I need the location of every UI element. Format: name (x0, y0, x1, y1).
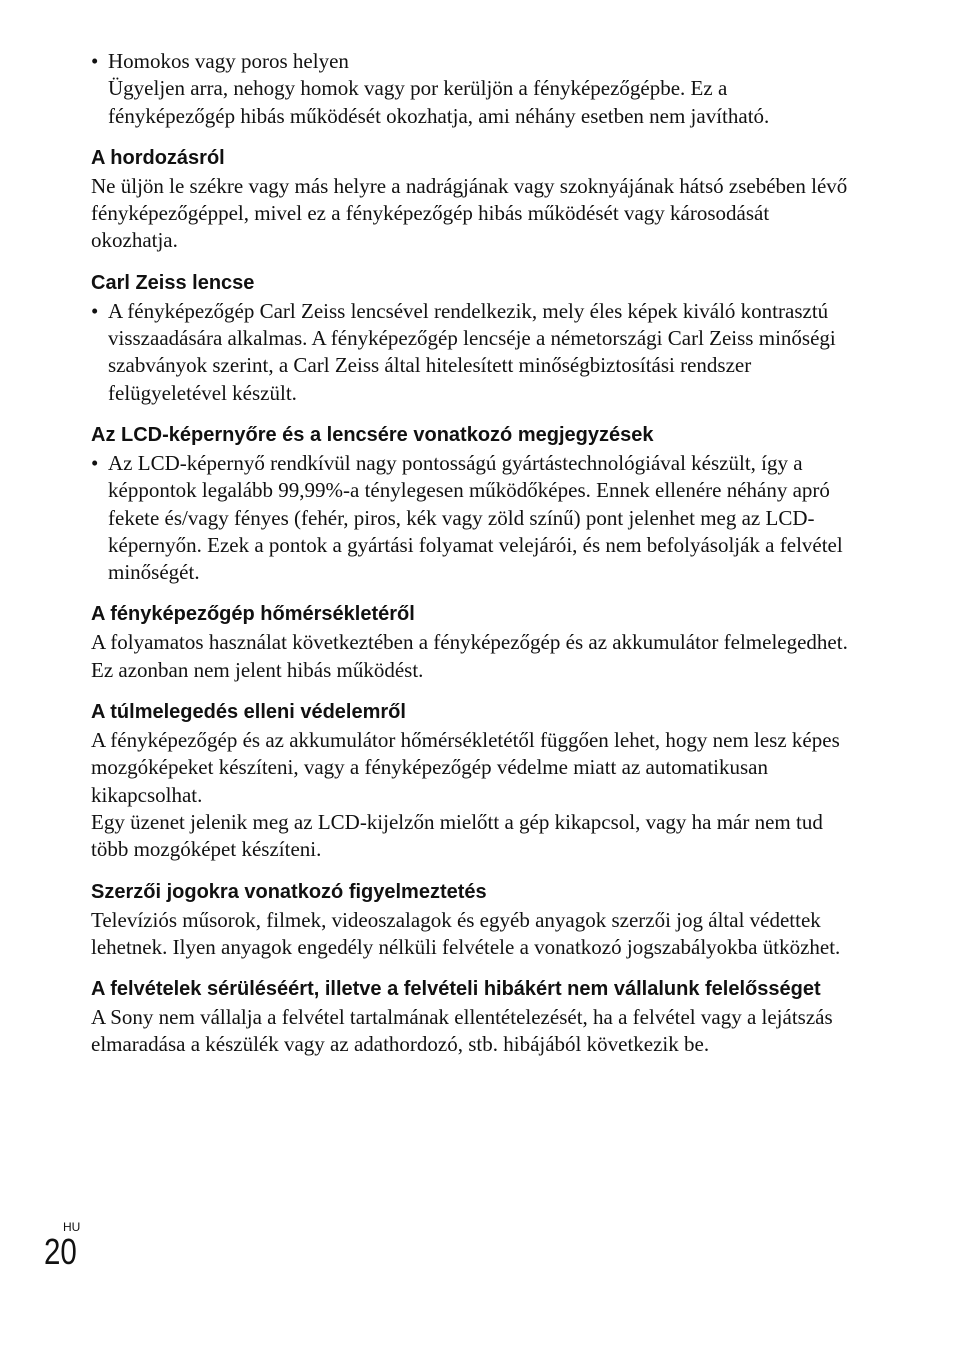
bullet-text: Ügyeljen arra, nehogy homok vagy por kerüljön a fényképezőgépbe. Ez a fényképezőgép hibás működését okozhatja, ami néhány esetben nem javítható. (108, 76, 770, 128)
bullet-point: • (91, 450, 99, 475)
bullet-title: Homokos vagy poros helyen (108, 49, 349, 73)
section-heading-temperature: A fényképezőgép hőmérsékletéről (91, 603, 415, 626)
section-text-overheat-1: A fényképezőgép és az akkumulátor hőmérsékletétől függően lehet, hogy nem lesz képes mozgóképeket készíteni, vagy a fényképezőgép védelme miatt az automatikusan kikapcsolhat. (91, 728, 840, 807)
section-text-overheat-2: Egy üzenet jelenik meg az LCD-kijelzőn mielőtt a gép kikapcsol, vagy ha már nem tud több mozgóképet készíteni. (91, 809, 823, 862)
page-content (91, 48, 851, 1059)
bullet-text: Az LCD-képernyő rendkívül nagy pontosságú gyártástechnológiával készült, így a képpontok legalább 99,99%-a ténylegesen működőképes. Ennek ellenére néhány apró fekete és/vagy fényes (fehér, piros, kék vagy zöld színű) pont jelenhet meg az LCD-képernyőn. Ezek a pontok a gyártási folyamat velejárói, és nem befolyásolják a felvétel minőségét. (108, 450, 843, 585)
bullet-point: • (91, 298, 99, 323)
section-heading-carrying: A hordozásról (91, 146, 225, 169)
section-text-liability: A Sony nem vállalja a felvétel tartalmának ellentételezését, ha a felvétel vagy a lejátszás elmaradása a készülék vagy az adathordozó, stb. hibájából következik be. (91, 1005, 833, 1057)
section-heading-overheat: A túlmelegedés elleni védelemről (91, 701, 406, 724)
sandy-dusty-bullet (91, 48, 851, 130)
language-code: HU (63, 1220, 81, 1234)
lens-bullet (91, 298, 851, 407)
section-text-temperature: A folyamatos használat következtében a fényképezőgép és az akkumulátor felmelegedhet. Ez azonban nem jelent hibás működést. (91, 630, 848, 682)
section-heading-liability: A felvételek sérüléséért, illetve a felvételi hibákért nem vállalunk felelősséget (91, 978, 821, 1001)
section-text-copyright: Televíziós műsorok, filmek, videoszalagok és egyéb anyagok szerzői jog által védettek lehetnek. Ilyen anyagok engedély nélküli felvétele a vonatkozó jogszabályokba ütközhet. (91, 907, 841, 959)
bullet-text: A fényképezőgép Carl Zeiss lencsével rendelkezik, mely éles képek kiváló kontrasztú visszaadására alkalmas. A fényképezőgép lencséje a németországi Carl Zeiss minőségi szabványok szerint, a Carl Zeiss által hitelesített minőségbiztosítási rendszer felügyeletével készült. (108, 298, 836, 405)
section-heading-copyright: Szerzői jogokra vonatkozó figyelmeztetés (91, 880, 487, 903)
section-heading-lens: Carl Zeiss lencse (91, 271, 255, 294)
section-text-carrying: Ne üljön le székre vagy más helyre a nadrágjának vagy szoknyájának hátsó zsebében lévő fényképezőgéppel, mivel ez a fényképezőgép hibás működését vagy károsodását okozhatja. (91, 173, 848, 253)
lcd-bullet (91, 450, 851, 586)
page-number: 20 (44, 1231, 77, 1272)
bullet-point: • (91, 49, 99, 73)
section-heading-lcd: Az LCD-képernyőre és a lencsére vonatkozó megjegyzések (91, 423, 654, 446)
